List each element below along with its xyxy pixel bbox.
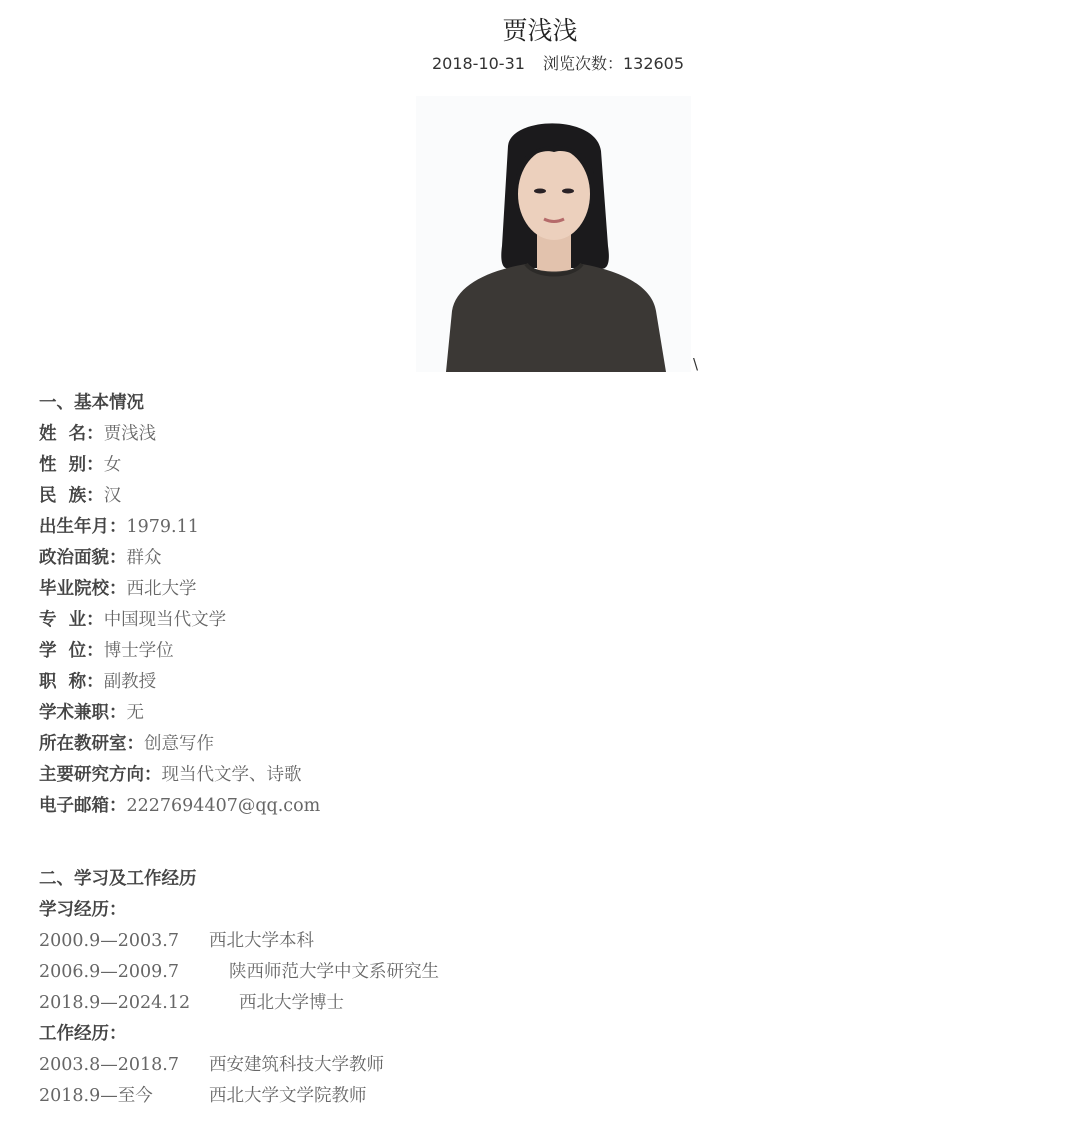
info-value: 副教授 xyxy=(103,672,157,692)
timeline-date: 2018.9—2024.12 xyxy=(39,993,191,1013)
basic-info-list xyxy=(39,419,1039,822)
info-value: 博士学位 xyxy=(103,641,174,661)
info-value: 汉 xyxy=(103,486,122,506)
stray-backslash: \ xyxy=(693,355,699,373)
info-row xyxy=(39,605,1039,636)
timeline-row xyxy=(39,1050,1039,1081)
work-label: 工作经历： xyxy=(39,1024,127,1044)
page-title: 贾浅浅 xyxy=(502,16,578,45)
info-key: 职 称： xyxy=(39,672,104,692)
info-row xyxy=(39,419,1039,450)
info-key: 主要研究方向： xyxy=(39,765,162,785)
info-value: 创意写作 xyxy=(144,734,214,754)
publish-date: 2018-10-31 xyxy=(431,54,525,73)
info-value: 女 xyxy=(103,455,122,475)
info-key: 政治面貌： xyxy=(39,548,127,568)
info-key: 专 业： xyxy=(39,610,104,630)
section-experience-title: 二、学习及工作经历 xyxy=(39,869,197,889)
views-label: 浏览次数： xyxy=(542,54,623,73)
timeline-row xyxy=(39,988,1039,1019)
views-count: 132605 xyxy=(622,54,685,73)
info-row xyxy=(39,760,1039,791)
study-list xyxy=(39,926,1039,1019)
info-key: 性 别： xyxy=(39,455,104,475)
info-row xyxy=(39,729,1039,760)
info-row xyxy=(39,574,1039,605)
info-value: 无 xyxy=(126,703,144,723)
article-meta xyxy=(0,53,1080,75)
info-key: 毕业院校： xyxy=(39,579,127,599)
timeline-date: 2000.9—2003.7 xyxy=(39,931,179,951)
timeline-date: 2018.9—至今 xyxy=(39,1086,153,1106)
info-key: 出生年月： xyxy=(39,517,127,537)
info-row xyxy=(39,698,1039,729)
timeline-date: 2003.8—2018.7 xyxy=(39,1055,179,1075)
section-basic-title: 一、基本情况 xyxy=(39,393,144,413)
timeline-desc: 陕西师范大学中文系研究生 xyxy=(229,962,439,982)
info-row xyxy=(39,667,1039,698)
timeline-desc: 西北大学文学院教师 xyxy=(209,1086,367,1106)
info-value: 2227694407@qq.com xyxy=(126,796,321,816)
timeline-row xyxy=(39,957,1039,988)
info-value: 西北大学 xyxy=(126,579,197,599)
info-key: 姓 名： xyxy=(39,424,104,444)
info-key: 所在教研室： xyxy=(39,734,144,754)
info-value: 现当代文学、诗歌 xyxy=(161,765,302,785)
timeline-row xyxy=(39,926,1039,957)
info-row xyxy=(39,450,1039,481)
timeline-date: 2006.9—2009.7 xyxy=(39,962,179,982)
info-key: 民 族： xyxy=(39,486,104,506)
info-row xyxy=(39,543,1039,574)
info-row xyxy=(39,481,1039,512)
study-label: 学习经历： xyxy=(39,900,127,920)
timeline-desc: 西安建筑科技大学教师 xyxy=(209,1055,384,1075)
info-value: 群众 xyxy=(126,548,162,568)
info-key: 电子邮箱： xyxy=(39,796,127,816)
info-value: 1979.11 xyxy=(126,517,199,537)
info-row xyxy=(39,791,1039,822)
info-value: 贾浅浅 xyxy=(103,424,157,444)
profile-photo xyxy=(416,96,691,372)
info-value: 中国现当代文学 xyxy=(103,610,227,630)
info-row xyxy=(39,512,1039,543)
info-key: 学 位： xyxy=(39,641,104,661)
info-key: 学术兼职： xyxy=(39,703,127,723)
timeline-desc: 西北大学博士 xyxy=(239,993,344,1013)
work-list xyxy=(39,1050,1039,1112)
profile-content xyxy=(39,388,1039,1112)
info-row xyxy=(39,636,1039,667)
timeline-row xyxy=(39,1081,1039,1112)
timeline-desc: 西北大学本科 xyxy=(209,931,314,951)
